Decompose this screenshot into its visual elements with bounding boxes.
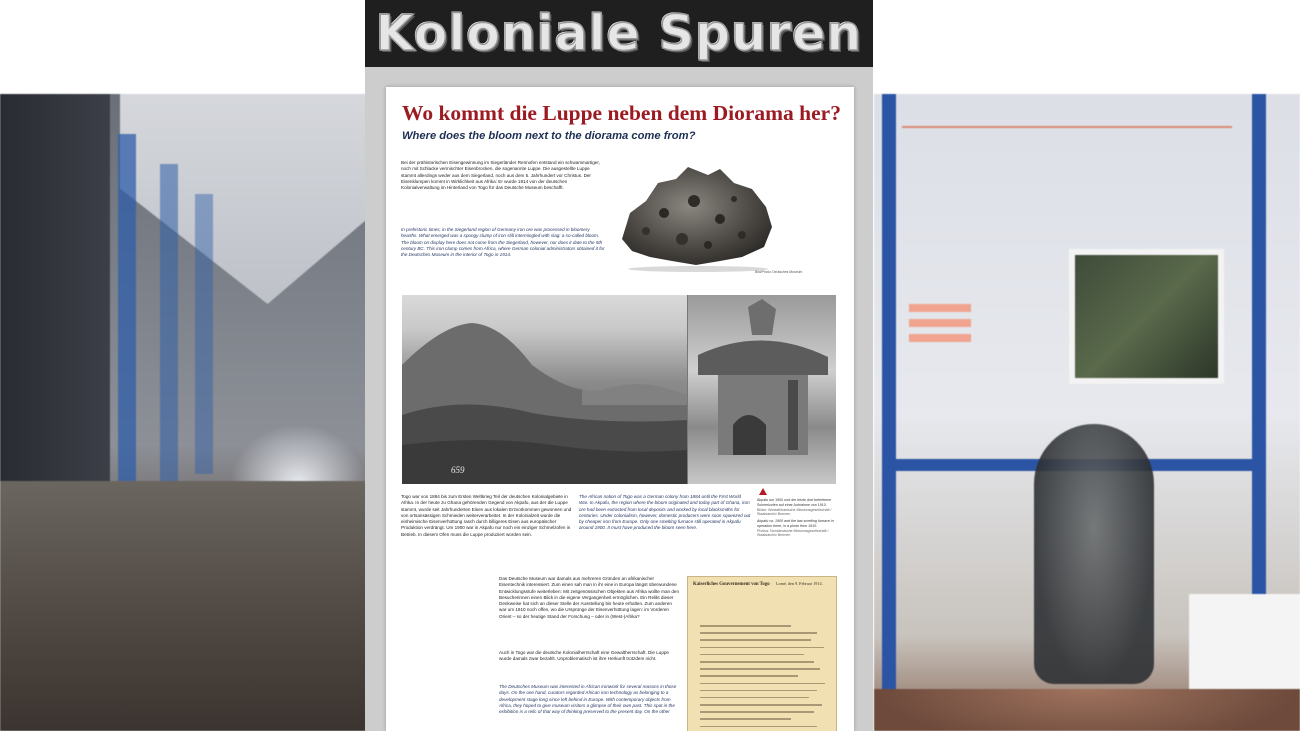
- banner-title: Koloniale Spuren: [375, 5, 863, 62]
- museum-background-right: [874, 94, 1300, 731]
- caption-marker-icon: [759, 488, 767, 495]
- photo-caption-de: Akpafu um 1900 und der letzte dort betriebene Schmelzofen auf einer Aufnahme von 1910. Bilder: Westafrikanische Missionsgesellschaft / Staatsarchiv Bremen: [757, 498, 832, 517]
- museum-sculpture: [1034, 424, 1154, 684]
- poster-title: Wo kommt die Luppe neben dem Diorama her?: [402, 101, 841, 125]
- body-col2-en: The African nation of Togo was a German colony from 1884 until the First World War. In Akpafu, the region where the bloom originated and today part of Ghana, iron ore had been extracted from local deposits and worked by local blacksmiths for centuries. Under colonialism, however, domestic producers were soon squeezed out by cheaper iron from Europe. Only one smelting furnace still operated in Akpafu around 1900. It must have produced the bloom seen here.: [579, 494, 751, 531]
- iron-bloom-image: [616, 161, 778, 273]
- photo-caption-en: Akpafu ca. 1900 and the last smelting furnace in operation there, in a photo from 1910. Photos: Norddeutsche Missionsgesellschaft / Staatsarchiv Bremen: [757, 519, 834, 538]
- poster-subtitle: Where does the bloom next to the diorama come from?: [402, 130, 696, 142]
- info-poster: [386, 87, 854, 731]
- archive-letter-image: [687, 576, 837, 731]
- rock-photo-credit: Bild/Photo: Deutsches Museum: [755, 270, 803, 274]
- body-col1-de: Togo war von 1884 bis zum Ersten Weltkrieg Teil der deutschen Kolonialgebiete in Afrika. In der heute zu Ghana gehörenden Gegend von Akpafu, aus der die Luppe stammt, wurde seit Jahrhunderten Eisen aus lokalen Erzvorkommen gewonnen und von ortsansässigen Schmieden weiterverarbeitet. In der Kolonialzeit wurde die einheimische Eisenverhüttung rasch durch billigeres Eisen aus europäischer Produktion verdrängt. Um 1900 war in Akpafu nur noch ein einziger Schmelzofen in Betrieb. In diesem Ofen muss die Luppe produziert worden sein.: [401, 494, 572, 537]
- body-text-en: The Deutsches Museum was interested in African ironwork for several reasons in those days. On the one hand, curators regarded African iron technology as belonging to a development stage long since left behind in Europe. With contemporary objects from Africa, they hoped to give museum visitors a glimpse of their own past. This spot in the exhibition is a relic of that way of thinking preserved to the present day. On the other: [499, 684, 677, 715]
- museum-background-left: [0, 94, 366, 731]
- intro-text-en: In prehistoric times, in the Siegerland region of Germany iron ore was processed in bloomery hearths. What emerged was a spongy clump of iron still intermingled with slag: a so-called bloom. The bloom on display here does not come from the Siegerland, however, nor does it date to the 5th century BC. This iron clump comes from Africa, where German colonial administrators obtained it for the Deutsches Museum in the interior of Togo in 1914.: [401, 227, 605, 258]
- photo-negative-number: 659: [451, 465, 465, 475]
- intro-text-de: Bei der prähistorischen Eisengewinnung im Siegerländer Rennofen entstand ein schwammartiger, noch mit Schlacke vermischter Eisenbrocken, die sogenannte Luppe. Die ausgestellte Luppe stammt allerdings weder aus dem Siegerland, noch aus dem 5. Jahrhundert vor Christus. Der Eisenklumpen kommt in Wirklichkeit aus Afrika: Er wurde 1914 von der deutschen Kolonialverwaltung im Hinterland von Togo für das Deutsche Museum beschafft.: [401, 160, 600, 191]
- body-text-de-2: Auch in Togo war die deutsche Kolonialherrschaft eine Gewaltherrschaft. Die Luppe wurde damals zwar bezahlt. Unproblematisch ist ihre Herkunft trotzdem nicht.: [499, 650, 669, 662]
- smelting-furnace-photo: [688, 295, 836, 484]
- museum-painting: [1069, 249, 1224, 384]
- title-banner: [365, 0, 873, 67]
- letter-header: Kaiserliches Gouvernement von Togo: [693, 582, 770, 587]
- body-text-de-1: Das Deutsche Museum war damals aus mehreren Gründen an afrikanischer Eisentechnik interessiert. Zum einen sah man in ihr eine in Europa längst überwundene Entwicklungsstufe weiterleben: Mit zeitgenössischen Objekten aus Afrika wollte man den Besucherinnen einen Blick in die eigene Vergangenheit ermöglichen. Ein Relikt dieser Denkweise hat sich an dieser Stelle der Ausstellung bis heute erhalten. Zum anderen war um 1910 noch offen, wo die Ursprünge der Eisenverhüttung lagen: im Vorderen Orient – so der heutige Stand der Forschung – oder in (West-)Afrika?: [499, 576, 680, 619]
- historic-photo-pair: [402, 295, 836, 484]
- akpafu-landscape-photo: [402, 295, 687, 484]
- letter-date: Lomé, den 9. Februar 1914.: [776, 581, 823, 586]
